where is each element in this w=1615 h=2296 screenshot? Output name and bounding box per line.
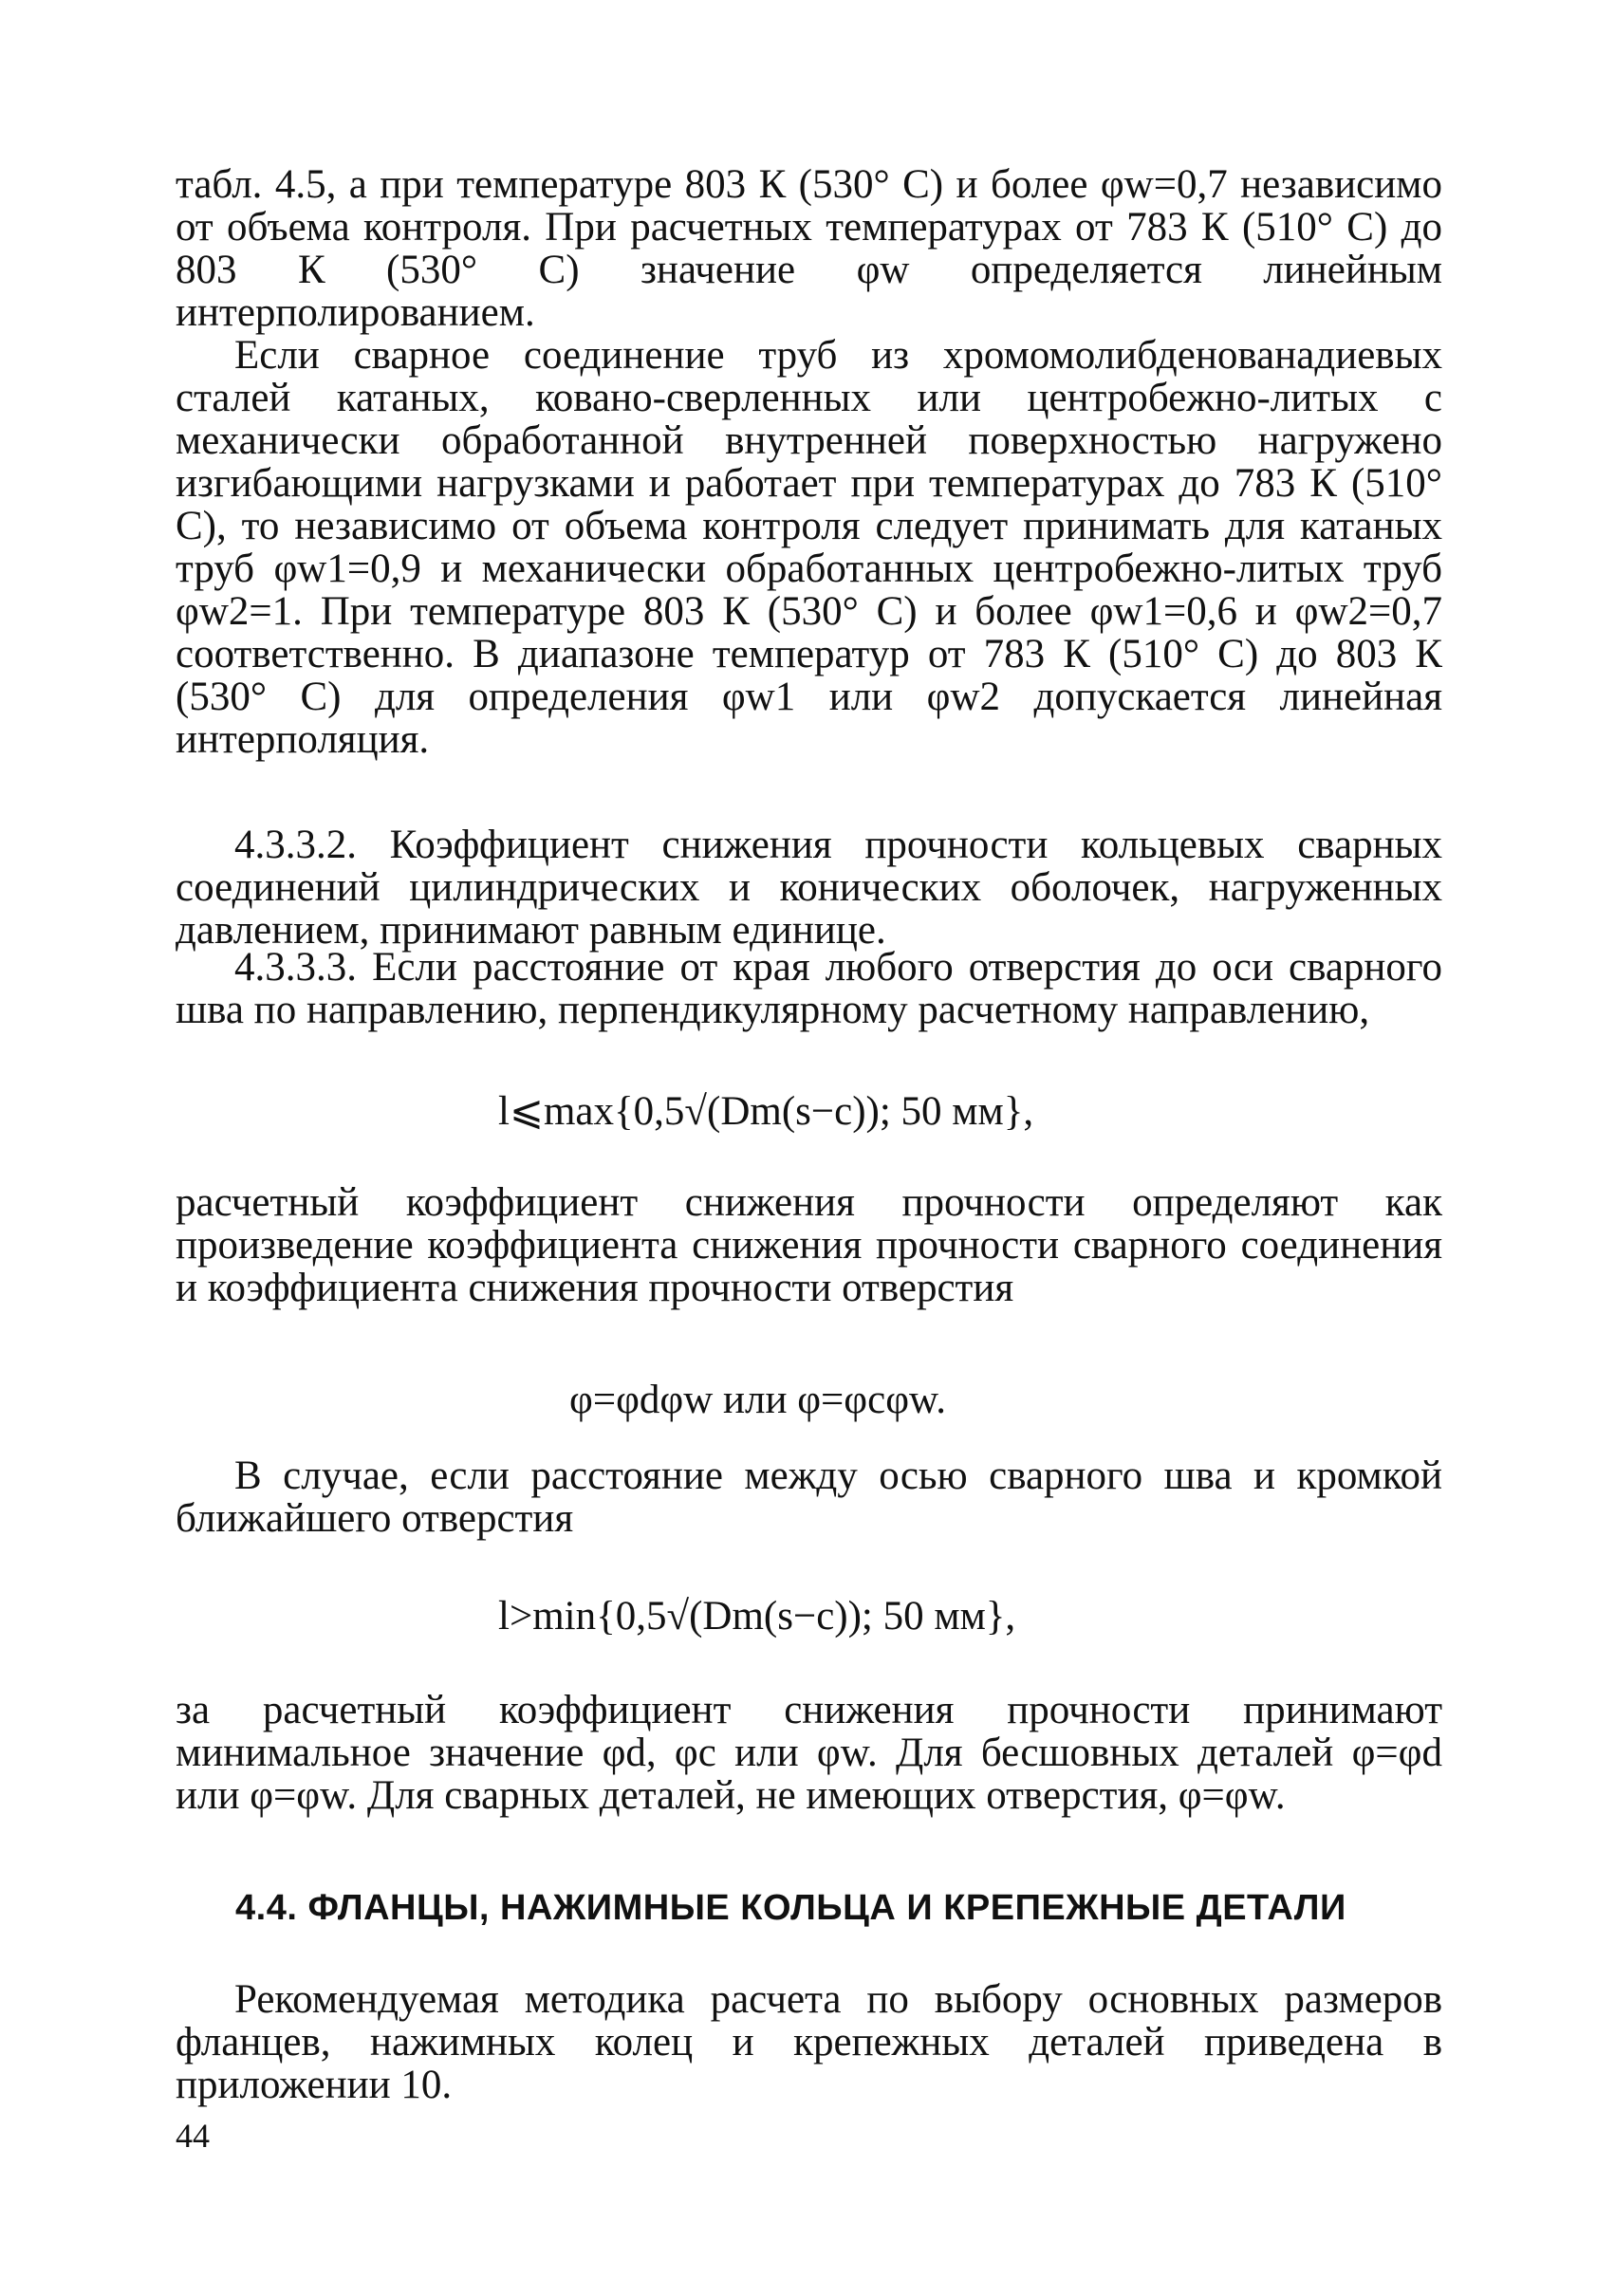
paragraph-4: 4.3.3.3. Если расстояние от края любого отверстия до оси сварного шва по направлению, перпендикулярному расчетному направлению, bbox=[176, 945, 1442, 1032]
paragraph-6: В случае, если расстояние между осью сварного шва и кромкой ближайшего отверстия bbox=[176, 1454, 1442, 1541]
paragraph-2: Если сварное соединение труб из хромомолибденованадиевых сталей катаных, ковано-сверленных или центробежно-литых с механически обработанной внутренней поверхностью нагружено изгибающими нагрузками и работает при температурах до 783 К (510° С), то независимо от объема контроля следует принимать для катаных труб φw1=0,9 и механически обработанных центробежно-литых труб φw2=1. При температуре 803 К (530° С) и более φw1=0,6 и φw2=0,7 соответственно. В диапазоне температур от 783 К (510° С) до 803 К (530° С) для определения φw1 или φw2 допускается линейная интерполяция. bbox=[176, 333, 1442, 762]
formula-condition-min: l>min{0,5√(Dm(s−c)); 50 мм}, bbox=[498, 1594, 1016, 1639]
paragraph-5: расчетный коэффициент снижения прочности определяют как произведение коэффициента снижения прочности сварного соединения и коэффициента снижения прочности отверстия bbox=[176, 1180, 1442, 1310]
formula-product: φ=φdφw или φ=φcφw. bbox=[569, 1378, 947, 1422]
page-number: 44 bbox=[176, 2117, 210, 2155]
paragraph-7: за расчетный коэффициент снижения прочности принимают минимальное значение φd, φc или φw. Для бесшовных деталей φ=φd или φ=φw. Для сварных деталей, не имеющих отверстия, φ=φw. bbox=[176, 1688, 1442, 1818]
paragraph-1: табл. 4.5, а при температуре 803 К (530° С) и более φw=0,7 независимо от объема контроля. При расчетных температурах от 783 К (510° С) до 803 К (530° С) значение φw определяется линейным интерполированием. bbox=[176, 162, 1442, 335]
section-heading: 4.4. ФЛАНЦЫ, НАЖИМНЫЕ КОЛЬЦА И КРЕПЕЖНЫЕ ДЕТАЛИ bbox=[235, 1888, 1346, 1928]
paragraph-3: 4.3.3.2. Коэффициент снижения прочности кольцевых сварных соединений цилиндрических и конических оболочек, нагруженных давлением, принимают равным единице. bbox=[176, 823, 1442, 953]
paragraph-8: Рекомендуемая методика расчета по выбору основных размеров фланцев, нажимных колец и крепежных деталей приведена в приложении 10. bbox=[176, 1977, 1442, 2107]
formula-condition-max: l⩽max{0,5√(Dm(s−c)); 50 мм}, bbox=[498, 1089, 1034, 1134]
